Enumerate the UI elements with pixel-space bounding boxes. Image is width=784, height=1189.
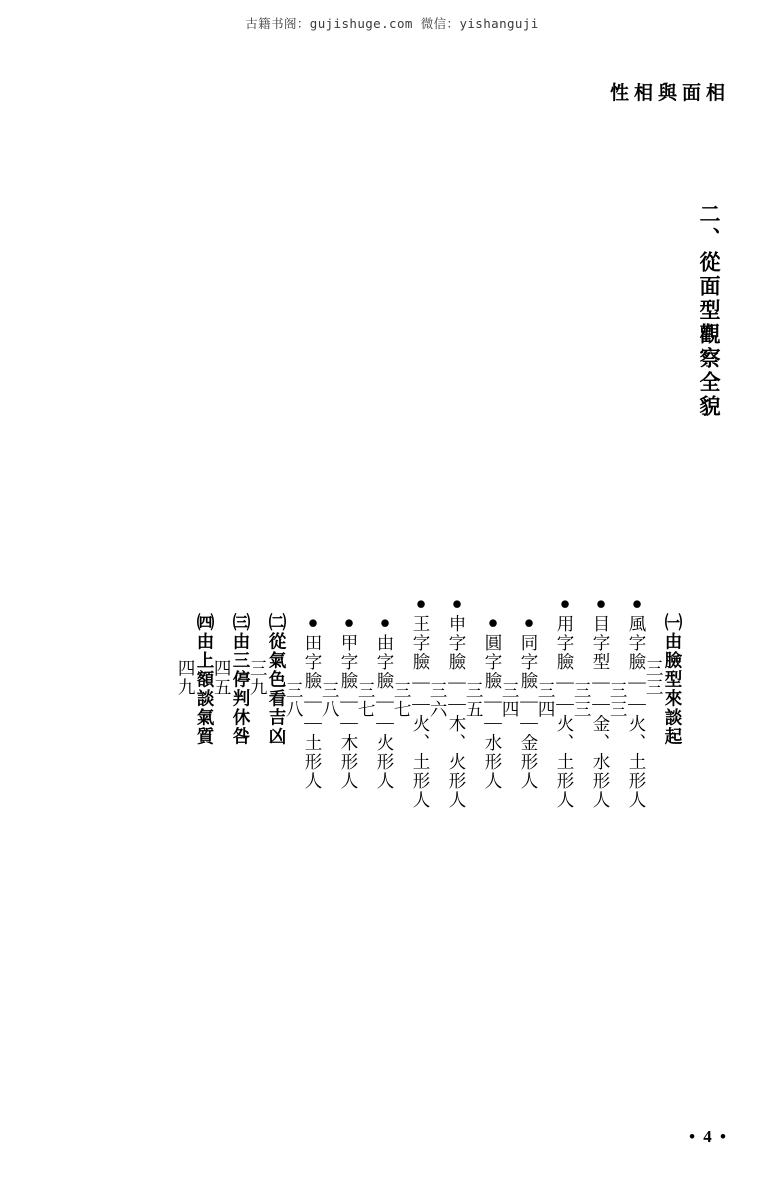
- toc-entry[interactable]: [502, 195, 538, 1151]
- toc-entry-label: ●風字臉——火、土形人: [627, 592, 647, 810]
- toc-entry-label: ●用字臉——火、土形人: [555, 592, 575, 810]
- toc-entry-page: 三九: [248, 659, 269, 697]
- toc-entry[interactable]: [394, 195, 430, 1151]
- site-watermark: 古籍书阁：gujishuge.com 微信：yishanguji: [245, 16, 539, 31]
- running-head-title: 性相與面相: [609, 83, 730, 104]
- toc-entry-page: 三四: [500, 681, 521, 719]
- toc-entry[interactable]: [466, 195, 502, 1151]
- toc-entry[interactable]: [538, 195, 574, 1151]
- toc-entry[interactable]: [178, 195, 214, 1129]
- toc-entry[interactable]: [286, 195, 322, 1151]
- toc-entry[interactable]: [574, 195, 610, 1151]
- toc-entry[interactable]: [646, 195, 682, 1129]
- toc-entry-label: ●目字型——金、水形人: [591, 592, 611, 810]
- page-number: • 4 •: [689, 1127, 728, 1146]
- toc-entry-label: ●同字臉——金形人: [519, 611, 539, 791]
- toc-entry[interactable]: [322, 195, 358, 1151]
- toc-entry-label: ㈠由臉型來談起: [663, 612, 683, 746]
- toc-entry-page: 四五: [212, 659, 233, 697]
- toc-entry-label: ●田字臉——土形人: [303, 611, 323, 791]
- toc-entry-label: ●甲字臉——木形人: [339, 611, 359, 791]
- toc-entry-page: 三六: [428, 681, 449, 719]
- toc-entry-page: 三五: [464, 681, 485, 719]
- toc-entry-label: ●圓字臉——水形人: [483, 611, 503, 791]
- toc-entry-label: ㈣由上額談氣質: [195, 612, 215, 746]
- toc-entry[interactable]: [214, 195, 250, 1129]
- toc-entry-page: 三八: [320, 681, 341, 719]
- toc-entry-page: 三三: [608, 681, 629, 719]
- toc-entry[interactable]: [358, 195, 394, 1151]
- toc-entry[interactable]: [250, 195, 286, 1129]
- toc-entry-page: 三三: [644, 659, 665, 697]
- toc-entry-page: 三七: [356, 681, 377, 719]
- toc-entry-label: ㈢由三停判休咎: [231, 612, 251, 746]
- toc-entry-page: 三四: [536, 681, 557, 719]
- toc-entry-page: 三七: [392, 681, 413, 719]
- toc-section-heading: 二、從面型觀察全貌: [697, 203, 721, 419]
- toc-entry-label: ㈡從氣色看吉凶: [267, 612, 287, 746]
- table-of-contents: [178, 195, 724, 1105]
- toc-entry-page: 三三: [572, 681, 593, 719]
- toc-entry-page: 四九: [176, 659, 197, 697]
- toc-entry[interactable]: [610, 195, 646, 1151]
- toc-entry-label: ●申字臉——木、火形人: [447, 592, 467, 810]
- toc-entry-label: ●王字臉——火、土形人: [411, 592, 431, 810]
- toc-entry[interactable]: [430, 195, 466, 1151]
- toc-entry-label: ●由字臉——火形人: [375, 611, 395, 791]
- toc-entry-page: 三八: [284, 681, 305, 719]
